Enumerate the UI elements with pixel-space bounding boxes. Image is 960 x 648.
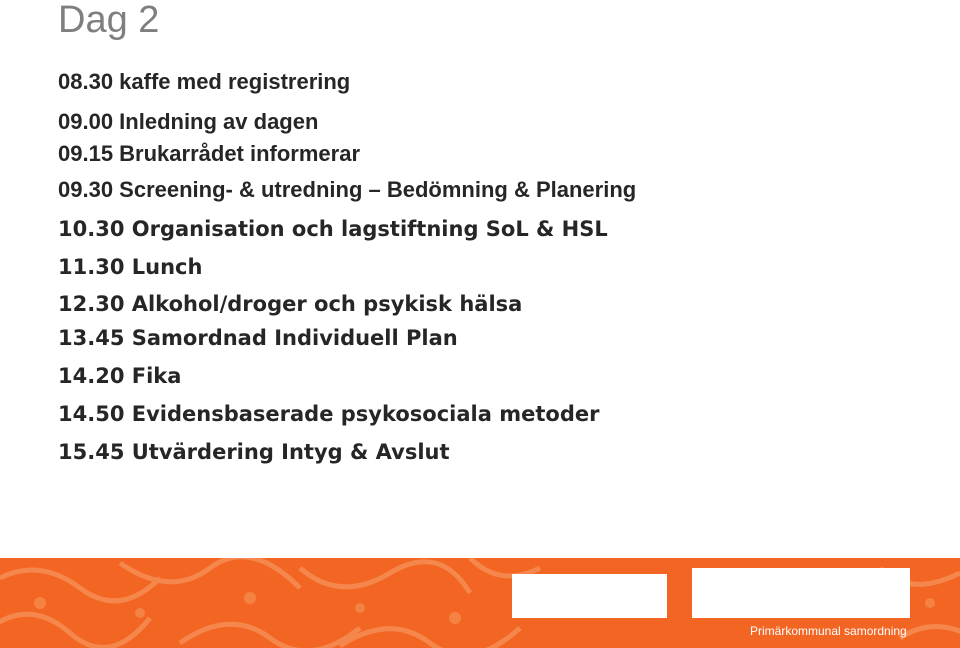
agenda-item: 09.30 Screening- & utredning – Bedömning & Planering <box>58 177 637 202</box>
agenda-item: 09.15 Brukarrådet informerar <box>58 141 361 166</box>
slide-title: Dag 2 <box>58 0 160 41</box>
agenda-item: 14.50 Evidensbaserade psykosociala metoder <box>58 402 600 426</box>
agenda-item: 15.45 Utvärdering Intyg & Avslut <box>58 440 450 464</box>
logo-placeholder-left <box>512 574 667 618</box>
agenda-item: 08.30 kaffe med registrering <box>58 69 351 94</box>
agenda-item: 13.45 Samordnad Individuell Plan <box>58 326 458 350</box>
footer-text: Primärkommunal samordning <box>750 624 907 638</box>
logo-placeholder-right <box>692 568 910 618</box>
agenda-item: 11.30 Lunch <box>58 255 203 279</box>
agenda-item: 12.30 Alkohol/droger och psykisk hälsa <box>58 292 523 316</box>
agenda-item: 10.30 Organisation och lagstiftning SoL & HSL <box>58 217 608 241</box>
agenda-item: 09.00 Inledning av dagen <box>58 109 319 134</box>
agenda-item: 14.20 Fika <box>58 364 182 388</box>
